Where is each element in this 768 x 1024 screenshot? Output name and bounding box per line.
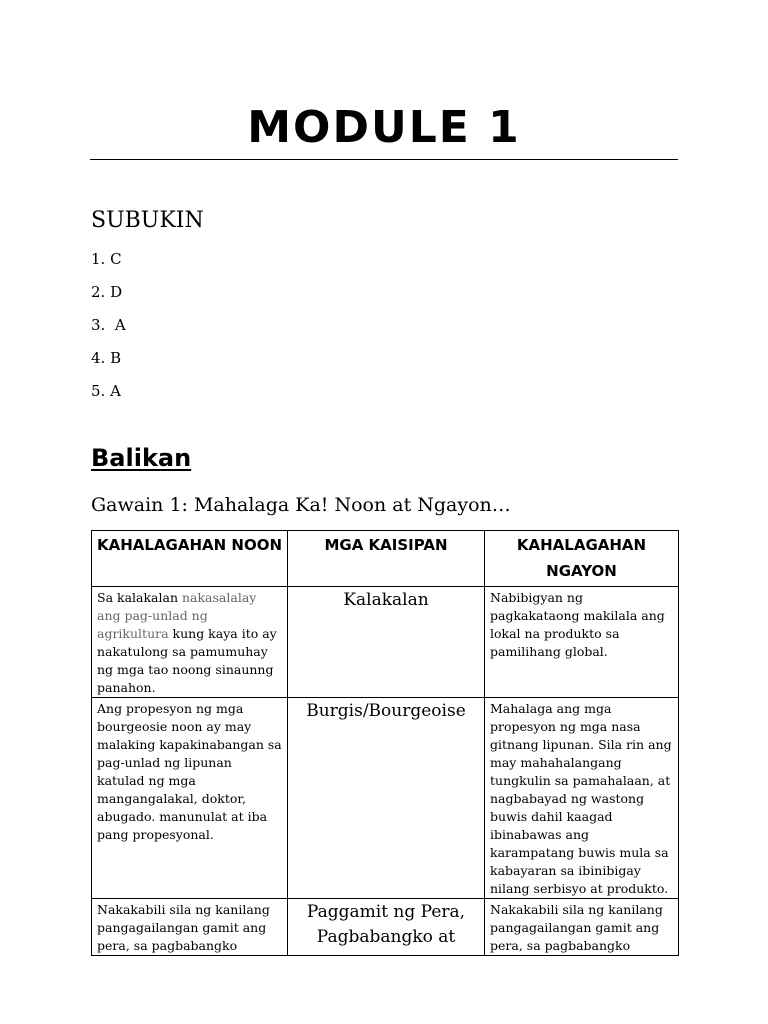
module-title: MODULE 1	[247, 102, 521, 153]
cell-noon-text-gray: nakasalalay ang pag-unlad ng agrikultura	[97, 590, 257, 641]
table-header-row	[92, 531, 679, 587]
subukin-heading: SUBUKIN	[91, 208, 204, 233]
cell-noon: Ang propesyon ng mga bourgeosie noon ay may malaking kapakinabangan sa pag-unlad ng lipunan katulad ng mga mangangalakal, doktor, abugado. manunulat at iba pang propesyonal.	[92, 698, 288, 899]
answer-item: 1. C	[91, 250, 122, 268]
table-row	[92, 587, 679, 698]
cell-kaisipan: Kalakalan	[288, 587, 485, 698]
header-kahalagahan-noon: KAHALAGAHAN NOON	[92, 531, 288, 587]
balikan-heading: Balikan	[91, 444, 192, 472]
activity-title: Gawain 1: Mahalaga Ka! Noon at Ngayon…	[91, 494, 511, 516]
header-kahalagahan-ngayon: KAHALAGAHAN NGAYON	[485, 531, 679, 587]
cell-ngayon: Mahalaga ang mga propesyon ng mga nasa gitnang lipunan. Sila rin ang may mahahalangang tungkulin sa pamahalaan, at nagbabayad ng wastong buwis dahil kaagad ibinabawas ang karampatang buwis mula sa kabayaran sa ibinibigay nilang serbisyo at produkto.	[485, 698, 679, 899]
answer-item: 2. D	[91, 283, 123, 301]
answer-item: 4. B	[91, 349, 122, 367]
activity-table	[91, 530, 679, 956]
title-divider	[90, 159, 678, 160]
cell-ngayon: Nabibigyan ng pagkakataong makilala ang lokal na produkto sa pamilihang global.	[485, 587, 679, 698]
table-row	[92, 899, 679, 956]
cell-noon	[92, 587, 288, 698]
cell-noon-text: kung kaya ito ay nakatulong sa pamumuhay ng mga tao noong sinaunng panahon.	[97, 626, 277, 695]
cell-noon: Nakakabili sila ng kanilang pangagailangan gamit ang pera, sa pagbabangko	[92, 899, 288, 956]
table-row	[92, 698, 679, 899]
cell-kaisipan: Burgis/Bourgeoise	[288, 698, 485, 899]
cell-ngayon: Nakakabili sila ng kanilang pangagailangan gamit ang pera, sa pagbabangko	[485, 899, 679, 956]
cell-kaisipan: Paggamit ng Pera, Pagbabangko at	[288, 899, 485, 956]
answer-item: 5. A	[91, 382, 121, 400]
cell-noon-text: Sa kalakalan	[97, 590, 182, 605]
header-mga-kaisipan: MGA KAISIPAN	[288, 531, 485, 587]
answer-item: 3. A	[91, 316, 126, 334]
answer-list	[91, 248, 126, 413]
